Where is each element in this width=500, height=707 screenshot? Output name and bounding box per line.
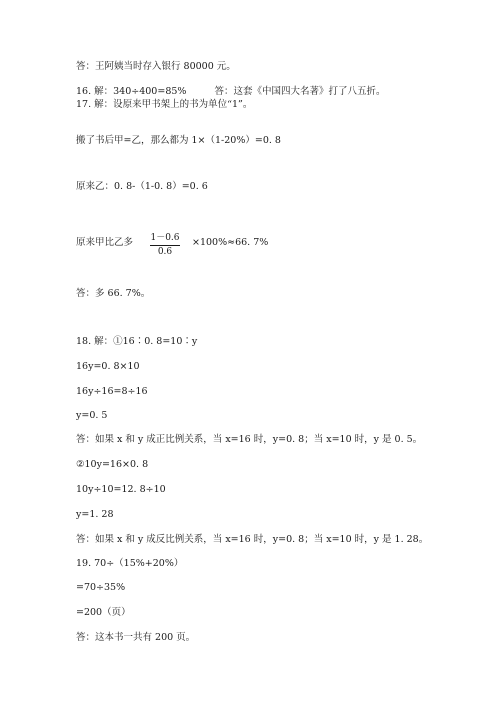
answer-18-part2: 答：如果 x 和 y 成反比例关系，当 x=16 时，y=0. 8；当 x=10 时，y 是 1. 28。 bbox=[76, 534, 429, 545]
solution-17-intro: 17. 解：设原来甲书架上的书为单位“1”。 bbox=[76, 99, 253, 110]
fraction-denominator: 0.6 bbox=[157, 247, 173, 257]
answer-15: 答：王阿姨当时存入银行 80000 元。 bbox=[76, 61, 236, 72]
solution-17-step3-label: 原来甲比乙多 bbox=[76, 237, 134, 248]
solution-16-calc: 16. 解：340÷400=85% bbox=[76, 86, 187, 97]
answer-18-part1: 答：如果 x 和 y 成正比例关系，当 x=16 时，y=0. 8；当 x=10 时，y 是 0. 5。 bbox=[76, 434, 423, 445]
solution-18-part2-step1: ②10y=16×0. 8 bbox=[76, 459, 149, 470]
answer-16: 答：这套《中国四大名著》打了八五折。 bbox=[214, 86, 386, 97]
answer-19: 答：这本书一共有 200 页。 bbox=[76, 632, 196, 643]
solution-19-step2: =70÷35% bbox=[76, 582, 126, 593]
solution-18-part2-step2: 10y÷10=12. 8÷10 bbox=[76, 484, 166, 495]
solution-18-intro: 18. 解：①16∶0. 8=10∶y bbox=[76, 336, 198, 347]
solution-17-step1: 搬了书后甲=乙，那么都为 1×（1-20%）=0. 8 bbox=[76, 135, 281, 146]
solution-18-step3: y=0. 5 bbox=[76, 410, 108, 421]
answer-17: 答：多 66. 7%。 bbox=[76, 288, 151, 299]
fraction bbox=[150, 233, 180, 258]
solution-18-step2: 16y÷16=8÷16 bbox=[76, 386, 148, 397]
solution-16 bbox=[76, 86, 385, 98]
solution-17-step3-result: ×100%≈66. 7% bbox=[192, 237, 269, 248]
fraction-numerator: 1－0.6 bbox=[150, 233, 180, 246]
solution-19-step1: 19. 70÷（15%+20%） bbox=[76, 558, 184, 569]
solution-17-step2: 原来乙：0. 8-（1-0. 8）=0. 6 bbox=[76, 181, 208, 192]
solution-19-step3: =200（页） bbox=[76, 607, 131, 618]
solution-18-part2-step3: y=1. 28 bbox=[76, 509, 114, 520]
solution-18-step1: 16y=0. 8×10 bbox=[76, 361, 140, 372]
